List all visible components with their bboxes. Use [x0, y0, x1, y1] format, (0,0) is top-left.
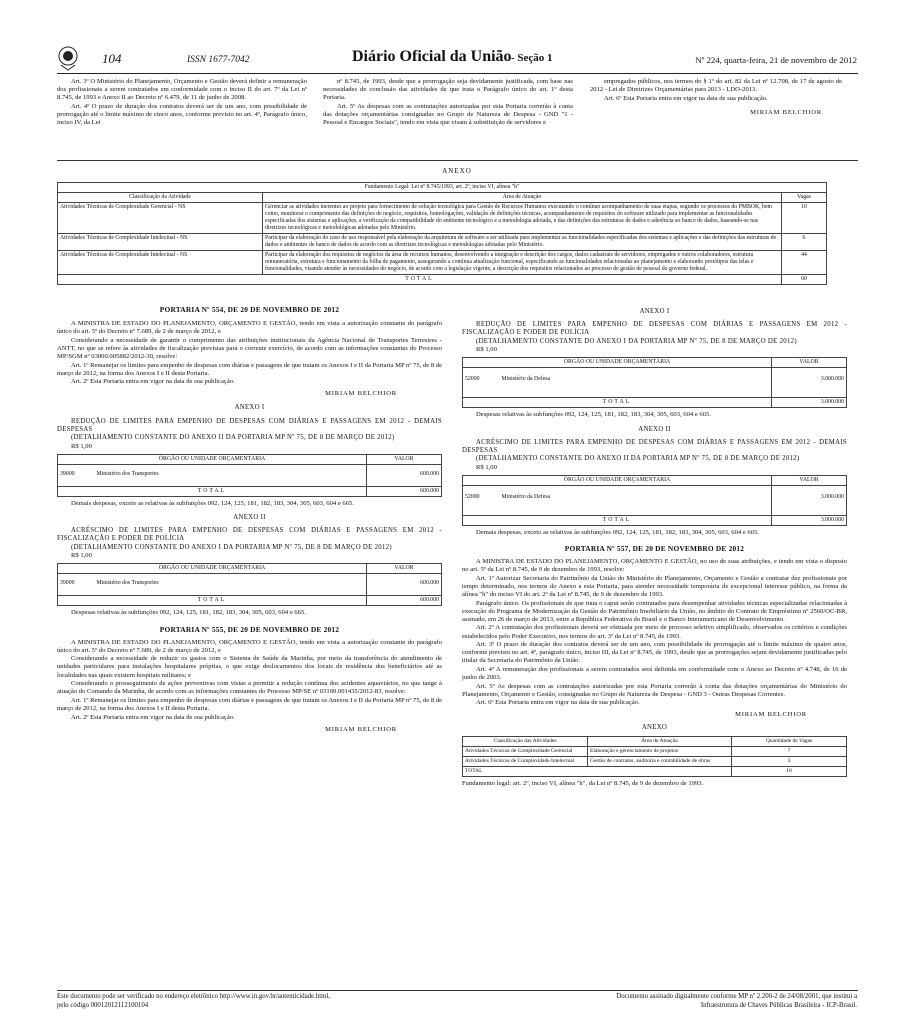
issn: ISSN 1677-7042 — [187, 55, 250, 65]
note: Despesas relativas às subfunções 092, 124, 125, 181, 182, 183, 304, 305, 603, 604 e 665. — [71, 609, 306, 617]
cell: Atividades Técnicas de Complexidade Intelectual - NS — [58, 251, 263, 275]
cell: Ministério dos Transportes — [96, 580, 159, 587]
paragraph: Considerando a necessidade de garantir o cumprimento das atribuições institucionais da Agência Nacional de Transportes Terrestres - ANTT, no que se refere às atividades de fiscalização previstas para o corrente exercício, de acordo com as informações constantes do Processo MP/SGM nº 03000.005882/2012-30, resolve: — [57, 336, 442, 360]
unit: R$ 1,00 — [71, 442, 92, 450]
signature: MIRIAM BELCHIOR — [750, 108, 822, 116]
anexo-detail: (DETALHAMENTO CONSTANTE DO ANEXO II DA PORTARIA MP Nº 75, DE 8 DE MARÇO DE 2012) — [476, 455, 800, 463]
legal-basis: Fundamento legal: art. 2º, inciso VI, alínea "h", da Lei nº 8.745, de 9 de dezembro de 1993. — [462, 779, 704, 787]
cell: 3.000.000 — [772, 368, 847, 398]
paragraph: Art. 1º Autorizar Secretaria do Patrimônio da União do Ministério do Planejamento, Orçamento e Gestão a contratar dez profissionais por tempo determinado, nos termos do Anexo a esta Portaria, para atender necessidade temporária de excepcional interesse público, na forma da alínea "h" do inciso VI do art. 2º da Lei nº 8.745, de 9 de dezembro de 1993. — [462, 574, 847, 599]
col-header: Vagas — [782, 193, 827, 203]
anexo-subtitle: ACRÉSCIMO DE LIMITES PARA EMPENHO DE DESPESAS COM DIÁRIAS E PASSAGENS EM 2012 - FISCALIZAÇÃO E PODER DE POLÍCIA — [57, 527, 442, 543]
paragraph: Art. 1º Remanejar os limites para empenho de despesas com diárias e passagens de que tratam os Anexos I e II da Portaria MP nº 75, de 8 de março de 2012, na forma dos Anexos I e II desta Portaria. — [57, 361, 442, 377]
total-label: TOTAL — [463, 766, 732, 776]
portaria-555-title: PORTARIA Nº 555, DE 20 DE NOVEMBRO DE 2012 — [159, 624, 340, 634]
table-row — [58, 203, 827, 234]
col-header: Classificação das Atividades — [463, 736, 588, 746]
paragraph: Art. 1º Remanejar os limites para empenho de despesas com diárias e passagens de que tratam os Anexos I e II da Portaria MP nº 75, de 8 de março de 2012, na forma dos Anexos I e II desta Portaria. — [57, 696, 442, 712]
col-header: VALOR — [772, 476, 847, 486]
cell: 52000 — [465, 376, 480, 383]
paragraph: empregados públicos, nos termos do § 1º do art. 82 da Lei nº 12.708, de 17 de agosto de 2012 - Lei de Diretrizes Orçamentárias para 2013 - LDO-2013. — [590, 78, 842, 94]
portaria-554-title: PORTARIA Nº 554, DE 20 DE NOVEMBRO DE 2012 — [159, 305, 340, 314]
paragraph: Art. 4º O prazo de duração dos contratos deverá ser de um ano, com possibilidade de prorrogação até o limite máximo de cinco anos, conforme previsto no art. 4º, Parágrafo único, inciso IV, da Lei — [57, 102, 307, 126]
paragraph: Art. 6º Esta Portaria entra em vigor na data de sua publicação. — [604, 94, 768, 102]
cell: Ministério da Defesa — [501, 494, 551, 501]
anexo-detail: (DETALHAMENTO CONSTANTE DO ANEXO II DA PORTARIA MP Nº 75, DE 8 DE MARÇO DE 2012) — [71, 434, 395, 442]
header-rule — [57, 73, 858, 74]
col-header: Quantidade de Vagas — [732, 736, 847, 746]
cell: 39000 — [60, 580, 75, 587]
footer-rule — [57, 990, 858, 991]
left-column — [57, 306, 442, 734]
anexo-subtitle: REDUÇÃO DE LIMITES PARA EMPENHO DE DESPESAS COM DIÁRIAS E PASSAGENS EM 2012 - DEMAIS DESPESAS — [57, 417, 442, 433]
paragraph: nº 8.745, de 1993, desde que a prorrogação seja devidamente justificada, com base nas necessidades de conclusão das atividades de que trata o Parágrafo único do art. 1º desta Portaria. — [323, 78, 573, 102]
col-header: Área de Atuação — [263, 193, 782, 203]
cell: 7 — [732, 746, 847, 756]
anexo-title: ANEXO II — [233, 514, 266, 521]
icp-brasil-text: Infraestrutura de Chaves Públicas Brasileira - ICP-Brasil. — [700, 1001, 857, 1009]
total-value: 3.000.000 — [772, 398, 847, 408]
cell: Gestão de contratos, auditoria e contabilidade de obras — [588, 756, 732, 766]
portaria-557-title: PORTARIA Nº 557, DE 20 DE NOVEMBRO DE 2012 — [564, 544, 745, 554]
col-header: Classificação da Atividade — [58, 193, 263, 203]
paragraph: Art. 2º A contratação dos profissionais deverá ser efetuada por meio de processo seletivo simplificado, observados os critérios e condições estabelecidos pelo Poder Executivo, nos termos do art. 3º da Lei nº 8.745, de 1993. — [462, 624, 847, 640]
cell: Participar da elaboração dos requisitos de negócios da área de recursos humanos, desenvolvendo a integração e descrição dos cargos, dados cadastrais de servidores, empregados e outros colaboradores, estrutura remuneratória, estrutura e funcionamento da folha de pagamento, assegurando a contínua atualização funcional, especificando as funcionalidades relacionadas ao planejamento e elaborando protótipos das telas e funcionalidades, visando atender às necessidades do negócio, de acordo com a legislação vigente, a descrição dos requisitos relacionados ao processo de gestão de pessoal do governo federal. — [263, 251, 782, 275]
total-value: 600.000 — [367, 486, 442, 496]
paragraph: A MINISTRA DE ESTADO DO PLANEJAMENTO, ORÇAMENTO E GESTÃO, tendo em vista a autorização constante do parágrafo único do art. 5º do Decreto nº 7.689, de 2 de março de 2012, e — [57, 320, 442, 336]
cell: 3 — [732, 756, 847, 766]
paragraph: Art. 5º As despesas com as contratações autorizadas por esta Portaria correrão à conta das dotações orçamentárias do Ministério do Planejamento, Orçamento e Gestão, consignadas no Grupo de Natureza de Despesa - GND 3 - Outras Despesas Correntes. — [462, 682, 847, 698]
table-caption: Fundamento Legal: Lei nº 8.745/1993, art. 2º, inciso VI, alínea "h" — [58, 183, 827, 193]
cell: Atividades Técnicas de Complexidade Intelectual — [463, 756, 588, 766]
col-header: ÓRGÃO OU UNIDADE ORÇAMENTÁRIA — [463, 476, 772, 486]
col-header: VALOR — [367, 564, 442, 574]
table-row — [58, 464, 442, 486]
paragraph: A MINISTRA DE ESTADO DO PLANEJAMENTO, ORÇAMENTO E GESTÃO, tendo em vista a autorização constante do parágrafo único do art. 5º do Decreto nº 7.689, de 2 de março de 2012, e — [57, 638, 442, 654]
vacancies-table — [462, 736, 847, 777]
top-col-3 — [590, 78, 842, 123]
note: Demais despesas, exceto as relativas às subfunções 092, 124, 125, 181, 182, 183, 304, 305, 603, 604 e 665. — [71, 499, 354, 507]
verification-text: Este documento pode ser verificado no endereço eletrônico http://www.in.gov.br/autenticidade.html, — [57, 993, 330, 1000]
paragraph: Art. 2º Esta Portaria entra em vigor na data de sua publicação. — [71, 378, 235, 386]
anexo-detail: (DETALHAMENTO CONSTANTE DO ANEXO I DA PORTARIA MP Nº 75, DE 8 DE MARÇO DE 2012) — [476, 337, 797, 345]
cell: 3.000.000 — [772, 486, 847, 516]
limits-table — [462, 357, 847, 408]
note: Demais despesas, exceto as relativas às subfunções 092, 124, 125, 181, 182, 183, 304, 305, 603, 604 e 665. — [476, 529, 759, 537]
col-header: VALOR — [367, 454, 442, 464]
limits-table — [462, 475, 847, 526]
limits-table — [57, 454, 442, 497]
right-column — [462, 308, 847, 788]
table-row — [58, 234, 827, 251]
paragraph: Art. 3º O Ministério do Planejamento, Orçamento e Gestão deverá definir a remuneração dos profissionais a serem contratados em conformidade com o inciso II do art. 7º da Lei nº 8.745, de 1993 e Anexo II ao Decreto nº 6.479, de 11 de junho de 2008. — [57, 78, 307, 102]
col-header: ÓRGÃO OU UNIDADE ORÇAMENTÁRIA — [58, 454, 367, 464]
anexo-subtitle: ACRÉSCIMO DE LIMITES PARA EMPENHO DE DESPESAS COM DIÁRIAS E PASSAGENS EM 2012 - DEMAIS DESPESAS — [462, 438, 847, 454]
cell: Participar da elaboração do caso de uso responsável pela elaboração da arquitetura de software a ser utilizada para implementar as funcionalidades especificadas dos sistemas e aplicações e das definições das estruturas de dados e ambientes de banco de dados de acordo com as diretrizes tecnológicas e metodologias adotadas pelo Ministério. — [263, 234, 782, 251]
section-label: - Seção 1 — [511, 52, 553, 64]
table-row — [463, 486, 847, 516]
cell: Ministério dos Transportes — [96, 470, 159, 477]
paragraph: Considerando a necessidade de reduzir os gastos com o Sistema de Saúde da Marinha, por meio da transferência do atendimento de unidades particulares para instalações hospitalares próprias, o que exige deslocamentos dos locais de residência dos beneficiários até as localidades nas quais existem hospitais militares; e — [57, 655, 442, 679]
signature: MIRIAM BELCHIOR — [735, 711, 807, 719]
unit: R$ 1,00 — [71, 552, 92, 560]
table-row — [463, 368, 847, 398]
unit: R$ 1,00 — [476, 463, 497, 471]
anexo-title: ANEXO — [641, 723, 668, 731]
cell: 52000 — [465, 494, 480, 501]
total-label: TOTAL — [58, 275, 782, 285]
paragraph: Considerando o prosseguimento de ações preventivas com vistas a permitir a redução contínua dos acidentes aquaviários, no que tange à atuação do Comando da Marinha, de acordo com as informações constantes do Processo MP/SE nº 03100.001435/2012-83, resolve: — [57, 680, 442, 696]
unit: R$ 1,00 — [476, 346, 497, 354]
total-value: 3.000.000 — [772, 516, 847, 526]
table-row — [463, 756, 847, 766]
col-header: ÓRGÃO OU UNIDADE ORÇAMENTÁRIA — [58, 564, 367, 574]
paragraph: Parágrafo único. Os profissionais de que trata o caput serão contratados para desempenhar atividades técnicas especializadas relacionadas à execução do Programa de Modernização da Gestão do Patrimônio Imobiliário da União, no âmbito do Contrato de Empréstimo nº 2560/OC-BR, assinado, em 26 de março de 2013, entre a República Federativa do Brasil e o Banco Interamericano de Desenvolvimento. — [462, 599, 847, 623]
cell: 600.000 — [367, 464, 442, 486]
cell: 600.000 — [367, 574, 442, 596]
total-label: TOTAL — [58, 596, 367, 606]
total-label: TOTAL — [463, 398, 772, 408]
col-header: Área de Atuação — [588, 736, 732, 746]
anexo-title: ANEXO — [442, 167, 472, 175]
total-label: TOTAL — [58, 486, 367, 496]
verification-code: pelo código 00012012112100104 — [57, 1001, 149, 1009]
table-row — [58, 574, 442, 596]
page-number: 104 — [102, 51, 122, 66]
col-header: VALOR — [772, 358, 847, 368]
paragraph: A MINISTRA DE ESTADO DO PLANEJAMENTO, ORÇAMENTO E GESTÃO, no uso de suas atribuições, e tendo em vista o disposto no art. 5º da Lei nº 8.745, de 9 de dezembro de 1993, resolve: — [462, 558, 847, 574]
total-value: 600.000 — [367, 596, 442, 606]
cell: 10 — [782, 203, 827, 234]
paragraph: Art. 3º O prazo de duração dos contratos deverá ser de um ano, com possibilidade de prorrogação até o limite máximo de quatro anos, conforme previsto no art. 4º, parágrafo único, inciso III, da Lei nº 8.745, de 1993, desde que as prorrogações sejam devidamente justificadas pelo titular da Secretaria do Patrimônio da União. — [462, 641, 847, 665]
anexo-title: ANEXO II — [638, 425, 671, 433]
anexo-detail: (DETALHAMENTO CONSTANTE DO ANEXO I DA PORTARIA MP Nº 75, DE 8 DE MARÇO DE 2012) — [71, 543, 392, 551]
total-value: 60 — [782, 275, 827, 285]
top-col-2 — [323, 78, 573, 128]
anexo-title: ANEXO I — [639, 308, 670, 315]
limits-table — [57, 563, 442, 606]
anexo-subtitle: REDUÇÃO DE LIMITES PARA EMPENHO DE DESPESAS COM DIÁRIAS E PASSAGENS EM 2012 - FISCALIZAÇÃO E PODER DE POLÍCIA — [462, 321, 847, 337]
cell: 6 — [782, 234, 827, 251]
signature: MIRIAM BELCHIOR — [325, 390, 397, 398]
cell: 39000 — [60, 470, 75, 477]
divider — [57, 160, 858, 161]
total-label: TOTAL — [463, 516, 772, 526]
journal-title: Diário Oficial da União — [352, 48, 512, 65]
signature: MIRIAM BELCHIOR — [325, 725, 397, 733]
note: Despesas relativas às subfunções 092, 124, 125, 181, 182, 183, 304, 305, 603, 604 e 665. — [476, 411, 711, 419]
cell: Elaboração e gerenciamento de projetos — [588, 746, 732, 756]
paragraph: Art. 5º As despesas com as contratações autorizadas por esta Portaria correrão à conta das dotações orçamentárias consignadas no Grupo de Natureza de Despesa - GND "1 - Pessoal e Encargos Sociais", tendo em vista que visam à substituição de servidores e — [323, 102, 573, 126]
anexo-title: ANEXO I — [234, 404, 265, 412]
coat-of-arms-icon — [57, 45, 79, 71]
col-header: ÓRGÃO OU UNIDADE ORÇAMENTÁRIA — [463, 358, 772, 368]
paragraph: Art. 2º Esta Portaria entra em vigor na data de sua publicação. — [71, 713, 235, 721]
edition-info: Nº 224, quarta-feira, 21 de novembro de 2012 — [695, 55, 857, 65]
digital-signature-text: Documento assinado digitalmente conforme MP nº 2.200-2 de 24/08/2001, que institui a — [616, 993, 857, 1000]
top-col-1 — [57, 78, 307, 128]
cell: Gerenciar as atividades inerentes ao projeto para fornecimento de solução tecnológica para Gestão de Recursos Humanos executando o contínuo acompanhamento de suas etapas, segundo os processos do PMBOK, bem como, monitorar o cumprimento das definições de negócio, requisitos, homologações, validação de definições técnicas, acompanhamento de requisitos do software utilizado para implementar as funcionalidades especificadas dos sistemas e aplicações, a verificação da compatibilidade do ambiente tecnológico e a metodologia adotada, e das definições das estruturas de dados e aderência ao banco de dados, baseando-se nas diretrizes tecnológicas e metodológicas adotadas pelo Ministério. — [263, 203, 782, 234]
table-row — [58, 251, 827, 275]
cell: Atividades Técnicas de Complexidade Gerencial - NS — [58, 203, 263, 234]
total-value: 10 — [732, 766, 847, 776]
paragraph: Art. 4º A remuneração dos profissionais a serem contratados será definida em conformidade com o Anexo ao Decreto nº 4.748, de 16 de junho de 2003. — [462, 665, 847, 682]
cell: 44 — [782, 251, 827, 275]
cell: Atividades Técnicas de Complexidade Intelectual - NS — [58, 234, 263, 251]
table-row — [463, 746, 847, 756]
cell: Ministério da Defesa — [501, 376, 551, 383]
anexo-top-table — [57, 182, 827, 285]
header — [57, 45, 857, 73]
cell: Atividades Técnicas de Complexidade Gerencial — [463, 746, 588, 756]
paragraph: Art. 6º Esta Portaria entra em vigor na data de sua publicação. — [476, 699, 640, 707]
